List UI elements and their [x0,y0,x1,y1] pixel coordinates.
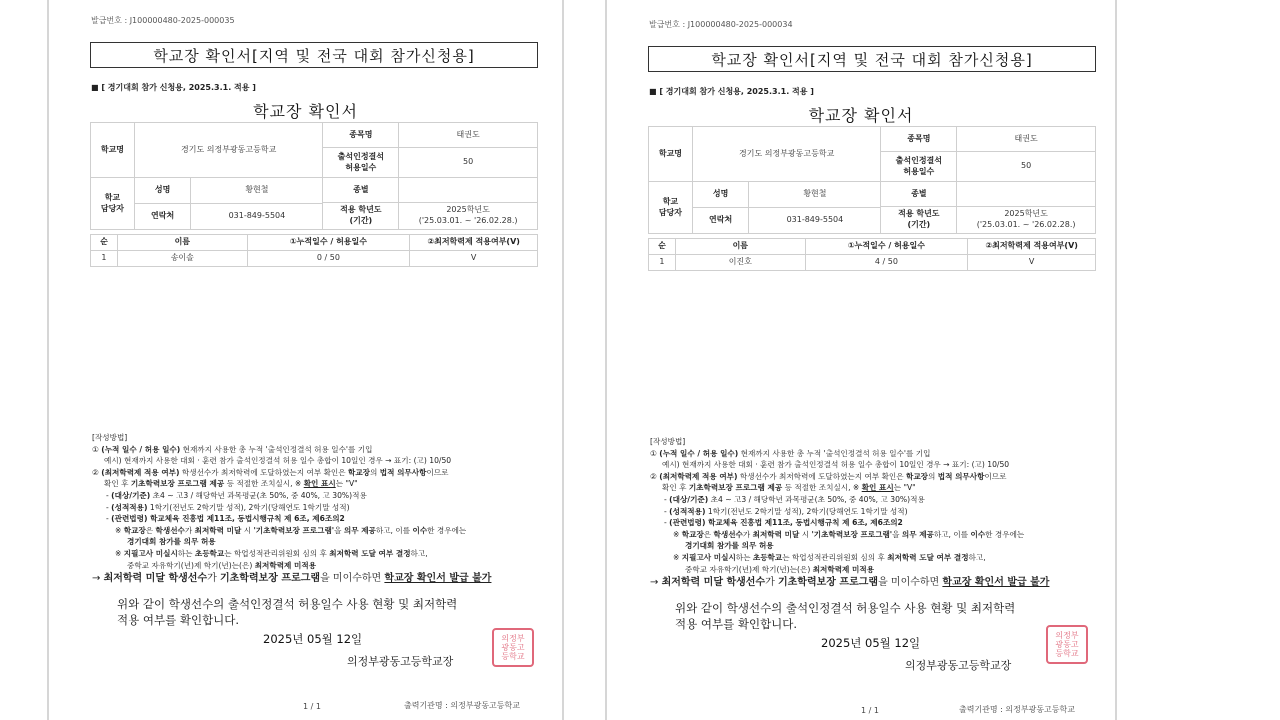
name-label: 성명 [693,182,749,207]
row-no: 1 [91,251,118,267]
type-label: 종별 [323,178,399,203]
contact-label: 연락처 [693,207,749,233]
method-line: → 최저학력 미달 학생선수가 기초학력보장 프로그램을 미이수하면 학교장 확인서 발급 불가 [650,577,1050,589]
method-line: - (대상/기준) 초4 ~ 고3 / 해당학년 과목평균(초 50%, 중 40%, 고 30%)적용 [106,490,367,500]
method-line: 경기대회 참가를 의무 허용 [685,541,774,551]
school-label: 학교명 [649,127,693,182]
event-label: 종목명 [323,123,399,148]
method-line: 경기대회 참가를 의무 허용 [127,537,216,547]
row-name: 송이솔 [117,251,247,267]
method-line: ※ 지필고사 미실시하는 초등학교는 학업성적관리위원회 심의 후 최저학력 도달 여부 결정하고, [673,552,986,562]
method-line: 중학교 자유학기(년)제 학기(년)는(은) 최저학력제 미적용 [685,564,875,574]
school-info-table [90,122,538,230]
method-line: - (관련법령) 학교체육 진흥법 제11조, 동법시행규칙 제 6조, 제6조의2 [106,514,345,524]
year-value: 2025학년도 ('25.03.01. ~ '26.02.28.) [957,207,1096,234]
method-line: - (성적적용) 1학기(전년도 2학기말 성적), 2학기(당해연도 1학기말 성적) [106,502,350,512]
method-line: ※ 학교장은 학생선수가 최저학력 미달 시 '기초학력보장 프로그램'을 의무 제공하고, 이를 이수한 경우에는 [115,525,467,535]
method-heading: [작성방법] [92,433,128,442]
type-label: 종별 [881,182,957,207]
table-row [649,255,1096,271]
col-name-header: 이름 [675,239,805,255]
confirmation-text [675,600,1015,632]
school-value: 경기도 의정부광동고등학교 [692,127,881,182]
writing-method [650,436,1120,590]
method-line: 확인 후 기초학력보장 프로그램 제공 등 적절한 조치실시, ※ 확인 표시는 "V" [104,479,358,489]
certificate-page-left [47,0,564,720]
col-no-header: 순 [649,239,676,255]
official-seal-icon: 의정부 광동고 등학교 [1046,625,1088,664]
method-line: - (대상/기준) 초4 ~ 고3 / 해당학년 과목평균(초 50%, 중 40%, 고 30%)적용 [664,494,925,504]
title-box: 학교장 확인서[지역 및 전국 대회 참가신청용] [90,42,538,68]
row-days: 0 / 50 [247,251,410,267]
certificate-page-right [605,0,1117,720]
method-line: 중학교 자유학기(년)제 학기(년)는(은) 최저학력제 미적용 [127,560,317,570]
allow-days-label: 출석인정결석 허용일수 [881,152,957,182]
principal-name: 의정부광동고등학교장 [905,659,1012,672]
official-seal-icon: 의정부 광동고 등학교 [492,628,534,667]
method-line: - (관련법령) 학교체육 진흥법 제11조, 동법시행규칙 제 6조, 제6조의2 [664,518,903,528]
student-list-table [90,234,538,267]
title-box: 학교장 확인서[지역 및 전국 대회 참가신청용] [648,46,1096,72]
allow-days-value: 50 [399,148,538,178]
certificate-title: 학교장 확인서 [253,102,358,121]
application-notice: ■ [ 경기대회 참가 신청용, 2025.3.1. 적용 ] [649,87,814,96]
manager-label: 학교 담당자 [91,178,135,230]
contact-label: 연락처 [135,203,191,229]
col-days-header: ①누적일수 / 허용일수 [805,239,968,255]
method-line: 예시) 현재까지 사용한 대회 · 훈련 참가 출석인정결석 허용 일수 총합이 10일인 경우 → 표기: (고) 10/50 [104,456,452,466]
type-value [957,182,1096,207]
application-notice: ■ [ 경기대회 참가 신청용, 2025.3.1. 적용 ] [91,83,256,92]
confirm-line: 위와 같이 학생선수의 출석인정결석 허용일수 사용 현황 및 최저학력 [675,601,1016,615]
school-info-table [648,126,1096,234]
student-list-table [648,238,1096,271]
col-no-header: 순 [91,235,118,251]
manager-label: 학교 담당자 [649,182,693,234]
method-line: 예시) 현재까지 사용한 대회 · 훈련 참가 출석인정결석 허용 일수 총합이 10일인 경우 → 표기: (고) 10/50 [662,460,1010,470]
event-label: 종목명 [881,127,957,152]
method-line: - (성적적용) 1학기(전년도 2학기말 성적), 2학기(당해연도 1학기말 성적) [664,506,908,516]
type-value [399,178,538,203]
row-applied: V [410,251,538,267]
method-line: ① (누적 일수 / 허용 일수) 현재까지 사용한 총 누적 '출석인정결석 허용 일수'를 기입 [650,448,931,458]
year-value: 2025학년도 ('25.03.01. ~ '26.02.28.) [399,203,538,230]
name-value: 황현철 [191,178,323,203]
page-number: 1 / 1 [303,702,321,711]
issue-date: 2025년 05월 12일 [263,632,363,646]
method-line: 확인 후 기초학력보장 프로그램 제공 등 적절한 조치실시, ※ 확인 표시는 "V" [662,483,916,493]
year-label: 적용 학년도 (기간) [323,203,399,230]
issuer-info: 출력기관명 : 의정부광동고등학교 [959,705,1075,714]
issuer-info: 출력기관명 : 의정부광동고등학교 [404,701,520,710]
confirm-line: 위와 같이 학생선수의 출석인정결석 허용일수 사용 현황 및 최저학력 [117,597,458,611]
issue-number: 발급번호 : J100000480-2025-000034 [649,20,793,29]
allow-days-label: 출석인정결석 허용일수 [323,148,399,178]
method-line: ※ 학교장은 학생선수가 최저학력 미달 시 '기초학력보장 프로그램'을 의무 제공하고, 이를 이수한 경우에는 [673,529,1025,539]
row-applied: V [968,255,1096,271]
contact-value: 031-849-5504 [191,203,323,229]
table-row [91,251,538,267]
row-no: 1 [649,255,676,271]
method-line: ② (최저학력제 적용 여부) 학생선수가 최저학력에 도달하였는지 여부 확인은 학교장의 법적 의무사항이므로 [650,471,1007,481]
issue-number: 발급번호 : J100000480-2025-000035 [91,16,235,25]
col-applied-header: ②최저학력제 적용여부(V) [410,235,538,251]
method-line: ※ 지필고사 미실시하는 초등학교는 학업성적관리위원회 심의 후 최저학력 도달 여부 결정하고, [115,548,428,558]
year-label: 적용 학년도 (기간) [881,207,957,234]
col-name-header: 이름 [117,235,247,251]
name-value: 황현철 [749,182,881,207]
event-value: 태권도 [399,123,538,148]
certificate-title: 학교장 확인서 [808,106,914,125]
school-value: 경기도 의정부광동고등학교 [134,123,323,178]
issue-date: 2025년 05월 12일 [821,636,921,650]
school-label: 학교명 [91,123,135,178]
allow-days-value: 50 [957,152,1096,182]
confirmation-text [117,596,457,628]
method-line: → 최저학력 미달 학생선수가 기초학력보장 프로그램을 미이수하면 학교장 확인서 발급 불가 [92,573,492,585]
principal-name: 의정부광동고등학교장 [347,655,454,668]
col-days-header: ①누적일수 / 허용일수 [247,235,410,251]
col-applied-header: ②최저학력제 적용여부(V) [968,239,1096,255]
row-name: 이진호 [675,255,805,271]
method-line: ② (최저학력제 적용 여부) 학생선수가 최저학력에 도달하였는지 여부 확인은 학교장의 법적 의무사항이므로 [92,467,449,477]
method-line: ① (누적 일수 / 허용 일수) 현재까지 사용한 총 누적 '출석인정결석 허용 일수'를 기입 [92,444,373,454]
row-days: 4 / 50 [805,255,968,271]
event-value: 태권도 [957,127,1096,152]
contact-value: 031-849-5504 [749,207,881,233]
page-number: 1 / 1 [861,706,879,715]
name-label: 성명 [135,178,191,203]
writing-method [92,432,562,586]
confirm-line: 적용 여부를 확인합니다. [675,617,798,631]
method-heading: [작성방법] [650,437,686,446]
confirm-line: 적용 여부를 확인합니다. [117,613,240,627]
